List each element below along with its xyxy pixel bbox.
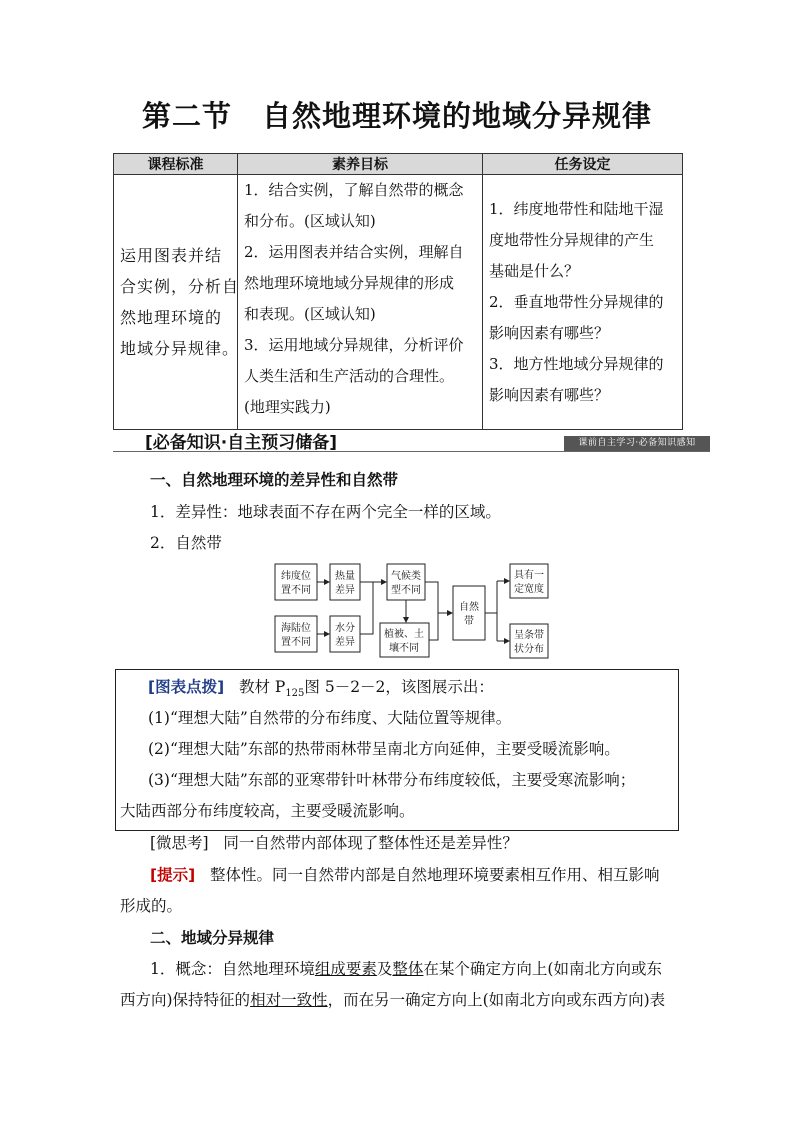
note-line-4: 大陆西部分布纬度较高，主要受暖流影响。 xyxy=(120,802,415,820)
concept-underlined: 相对一致性 xyxy=(250,991,328,1009)
cell-line: 影响因素有哪些？ xyxy=(489,323,610,342)
concept-text: 1．概念：自然地理环境 xyxy=(150,960,315,978)
table-header-row xyxy=(114,154,683,175)
flow-label: 呈条带 xyxy=(514,630,544,641)
page-title xyxy=(0,94,794,135)
flow-label: 植被、土 xyxy=(384,629,424,640)
cell-line: 合实例，分析自 xyxy=(120,277,240,296)
cell-line: 1．纬度地带性和陆地干湿 xyxy=(489,199,664,218)
note-lead-sub: 125 xyxy=(285,688,305,700)
cell-line: 3．地方性地域分异规律的 xyxy=(489,354,664,373)
flow-label: 水分 xyxy=(335,623,355,634)
flow-label: 纬度位 xyxy=(281,571,311,582)
section-title: 自然地理环境的地域分异规律 xyxy=(262,99,653,133)
cell-line: 地域分异规律。 xyxy=(120,339,240,358)
concept-text: 及 xyxy=(376,960,393,978)
box-natural-zone xyxy=(453,586,485,640)
section-banner-tag: 课前自主学习·必备知识感知 xyxy=(564,436,710,451)
note-label: [图表点拨] xyxy=(148,678,225,696)
section-number: 第二节 xyxy=(141,99,232,133)
cell-line: 然地理环境的 xyxy=(120,308,223,327)
note-lead xyxy=(148,675,494,699)
cell-line: 基础是什么？ xyxy=(489,261,580,280)
course-standard-cell xyxy=(114,175,238,430)
cell-line: 人类生活和生产活动的合理性。 xyxy=(244,367,455,385)
flow-label: 气候类 xyxy=(391,571,421,582)
flow-label: 海陆位 xyxy=(281,623,311,634)
cell-line: 然地理环境地域分异规律的形成 xyxy=(244,274,455,292)
flow-label: 置不同 xyxy=(281,637,311,648)
concept-line-2 xyxy=(120,988,665,1010)
standards-table xyxy=(113,153,683,430)
cell-line: 2．垂直地带性分异规律的 xyxy=(489,292,664,311)
flow-label: 差异 xyxy=(335,585,355,596)
section-banner-title: [必备知识·自主预习储备] xyxy=(145,433,337,453)
part1-item2: 2．自然带 xyxy=(150,534,222,552)
literacy-goals-cell xyxy=(238,175,483,430)
think-label: [微思考] xyxy=(150,834,209,852)
section-divider xyxy=(113,451,710,452)
note-line-2: (2)“理想大陆”东部的热带雨林带呈南北方向延伸，主要受暖流影响。 xyxy=(148,740,620,758)
cell-line: 运用图表并结 xyxy=(120,246,223,265)
flow-label: 差异 xyxy=(335,637,355,648)
header-task-setting: 任务设定 xyxy=(483,154,683,175)
flow-label: 定宽度 xyxy=(514,584,544,595)
flow-label: 带 xyxy=(464,616,474,627)
cell-line: 和表现。(区域认知) xyxy=(244,305,376,323)
hint-text: 整体性。同一自然带内部是自然地理环境要素相互作用、相互影响 xyxy=(209,866,660,884)
flow-label: 状分布 xyxy=(514,644,544,655)
cell-line: 影响因素有哪些？ xyxy=(489,385,610,404)
hint-label: [提示] xyxy=(150,866,196,884)
note-line-1: (1)“理想大陆”自然带的分布纬度、大陆位置等规律。 xyxy=(148,709,512,727)
hint-line-2: 形成的。 xyxy=(120,897,183,915)
think-line xyxy=(150,831,518,853)
concept-text: 在某个确定方向上(如南北方向或东 xyxy=(423,960,662,978)
flow-label: 热量 xyxy=(335,571,355,582)
note-lead-post: 图 5－2－2，该图展示出： xyxy=(304,678,494,696)
header-course-standard: 课程标准 xyxy=(114,154,238,175)
concept-text: 西方向)保持特征的 xyxy=(120,991,251,1009)
cell-line: 和分布。(区域认知) xyxy=(244,212,376,230)
flow-label: 具有一 xyxy=(514,570,544,581)
flow-label: 自然 xyxy=(459,602,479,613)
flow-label: 壤不同 xyxy=(389,643,419,654)
hint-line xyxy=(150,863,659,885)
concept-underlined: 整体 xyxy=(392,960,424,978)
flow-label: 置不同 xyxy=(281,585,311,596)
concept-underlined: 组成要素 xyxy=(314,960,377,978)
cell-line: (地理实践力) xyxy=(244,398,331,416)
concept-text: ，而在另一确定方向上(如南北方向或东西方向)表 xyxy=(327,991,666,1009)
header-literacy-goals: 素养目标 xyxy=(238,154,483,175)
cell-line: 3．运用地域分异规律，分析评价 xyxy=(244,336,464,354)
note-lead-pre: 教材 P xyxy=(238,678,286,696)
concept-line-1 xyxy=(150,957,662,979)
part1-item1: 1．差异性：地球表面不存在两个完全一样的区域。 xyxy=(150,503,501,521)
part1-heading: 一、自然地理环境的差异性和自然带 xyxy=(150,471,399,489)
cell-line: 1．结合实例，了解自然带的概念 xyxy=(244,181,464,199)
part2-heading: 二、地域分异规律 xyxy=(150,929,275,947)
cell-line: 2．运用图表并结合实例，理解自 xyxy=(244,243,464,261)
table-row xyxy=(114,175,683,430)
natural-zone-flowchart xyxy=(270,556,560,662)
think-question: 同一自然带内部体现了整体性还是差异性？ xyxy=(223,834,518,852)
task-setting-cell xyxy=(483,175,683,430)
flow-label: 型不同 xyxy=(391,585,421,596)
note-line-3: (3)“理想大陆”东部的亚寒带针叶林带分布纬度较低，主要受寒流影响； xyxy=(148,771,636,789)
cell-line: 度地带性分异规律的产生 xyxy=(489,230,655,249)
